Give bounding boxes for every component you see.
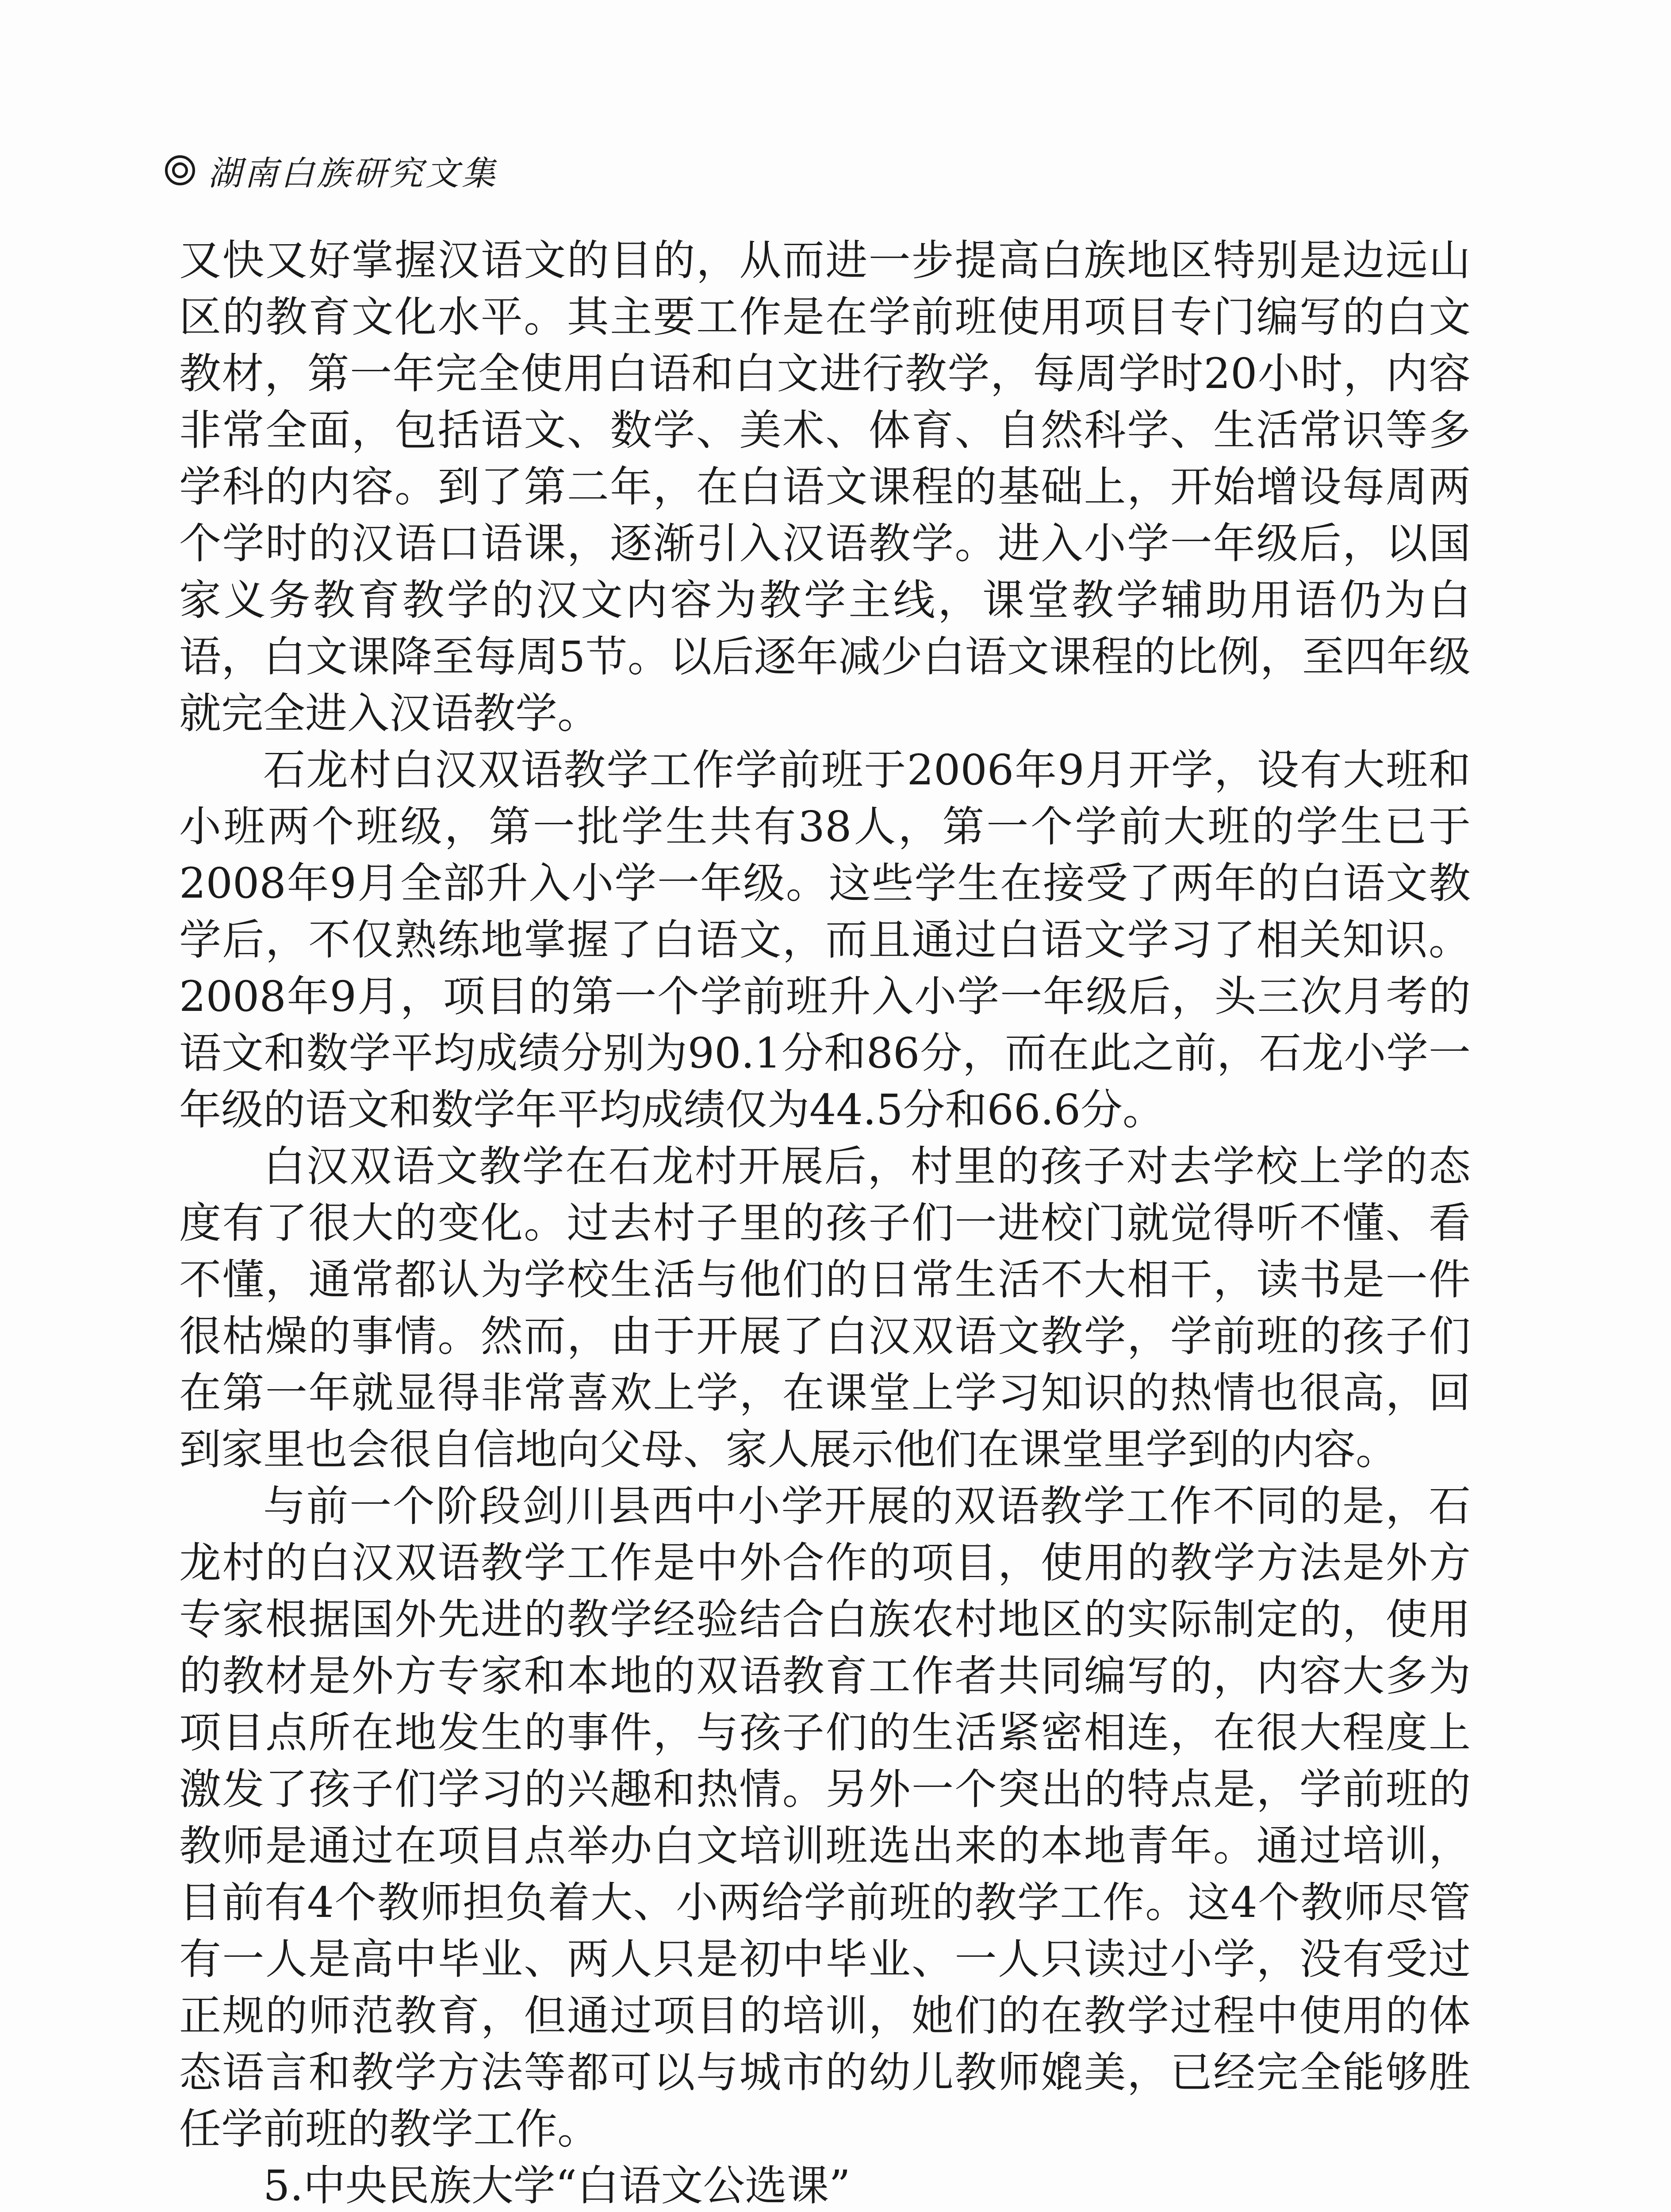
running-title: 湖南白族研究文集 xyxy=(208,153,498,193)
section-heading: 5.中央民族大学“白语文公选课” xyxy=(263,2162,851,2210)
paragraph: 白汉双语文教学在石龙村开展后，村里的孩子对去学校上学的态度有了很大的变化。过去村子里的孩子们一进校门就觉得听不懂、看不懂，通常都认为学校生活与他们的日常生活不大相干，读书是一件很枯燥的事情。然而，由于开展了白汉双语文教学，学前班的孩子们在第一年就显得非常喜欢上学，在课堂上学习知识的热情也很高，回到家里也会很自信地向父母、家人展示他们在课堂里学到的内容。 xyxy=(179,1142,1471,1474)
paragraph-continued: 又快又好掌握汉语文的目的，从而进一步提高白族地区特别是边远山区的教育文化水平。其主要工作是在学前班使用项目专门编写的白文教材，第一年完全使用白语和白文进行教学，每周学时20小时，内容非常全面，包括语文、数学、美术、体育、自然科学、生活常识等多学科的内容。到了第二年，在白语文课程的基础上，开始增设每周两个学时的汉语口语课，逐渐引入汉语教学。进入小学一年级后，以国家义务教育教学的汉文内容为教学主线，课堂教学辅助用语仍为白语，白文课降至每周5节。以后逐年减少白语文课程的比例，至四年级就完全进入汉语教学。 xyxy=(179,236,1471,738)
bullseye-icon xyxy=(165,155,195,186)
running-header xyxy=(165,146,498,195)
paragraph: 石龙村白汉双语教学工作学前班于2006年9月开学，设有大班和小班两个班级，第一批学生共有38人，第一个学前大班的学生已于2008年9月全部升入小学一年级。这些学生在接受了两年的白语文教学后，不仅熟练地掌握了白语文，而且通过白语文学习了相关知识。2008年9月，项目的第一个学前班升入小学一年级后，头三次月考的语文和数学平均成绩分别为90.1分和86分，而在此之前，石龙小学一年级的语文和数学年平均成绩仅为44.5分和66.6分。 xyxy=(179,746,1471,1134)
paragraph: 与前一个阶段剑川县西中小学开展的双语教学工作不同的是，石龙村的白汉双语教学工作是中外合作的项目，使用的教学方法是外方专家根据国外先进的教学经验结合白族农村地区的实际制定的，使用的教材是外方专家和本地的双语教育工作者共同编写的，内容大多为项目点所在地发生的事件，与孩子们的生活紧密相连，在很大程度上激发了孩子们学习的兴趣和热情。另外一个突出的特点是，学前班的教师是通过在项目点举办白文培训班选出来的本地青年。通过培训，目前有4个教师担负着大、小两给学前班的教学工作。这4个教师尽管有一人是高中毕业、两人只是初中毕业、一人只读过小学，没有受过正规的师范教育，但通过项目的培训，她们的在教学过程中使用的体态语言和教学方法等都可以与城市的幼儿教师媲美，已经完全能够胜任学前班的教学工作。 xyxy=(179,1482,1471,2154)
body-text xyxy=(179,232,1471,2212)
